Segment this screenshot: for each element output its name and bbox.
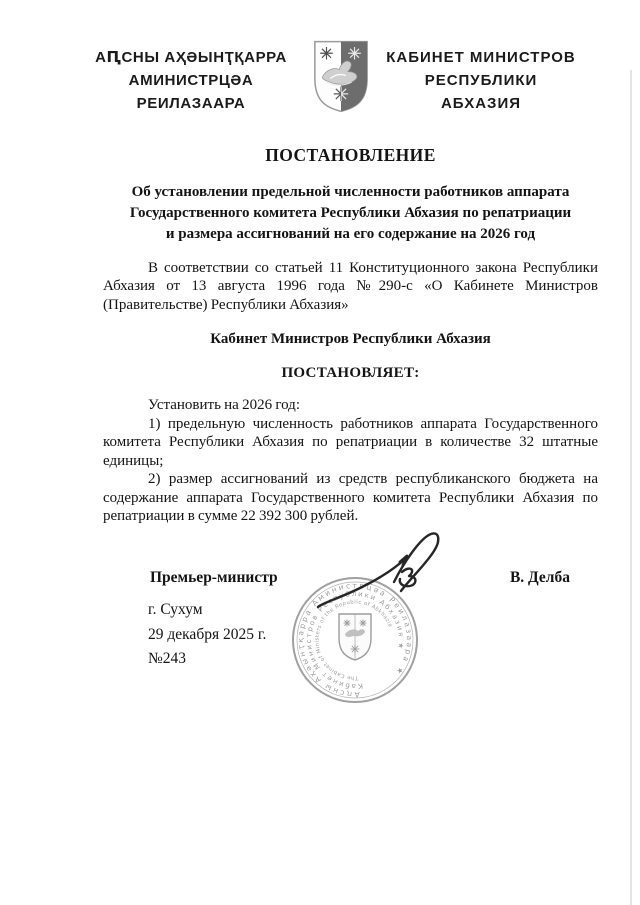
signer-name: В. Делба [509,568,570,586]
letterhead-abkhaz-line1: АԤСНЫ АҲӘЫНҬҚАРРА [95,49,287,66]
items-intro: Установить на 2026 год: [148,397,300,413]
issuer-line: Кабинет Министров Республики Абхазия [210,331,491,347]
handwritten-signature [298,524,458,619]
subject-line-2: Государственного комитета Республики Абхазия по репатриации [129,204,572,221]
document-subject [103,182,598,245]
subject-line-1: Об установлении предельной численности работников аппарата [131,183,570,200]
letterhead-abkhaz-line2: АМИНИСТРЦӘА РЕИЛАЗААРА [128,72,254,112]
item-1: 1) предельную численность работников аппарата Государственного комитета Республики Абхазия по репатриации в количестве 32 штатные единицы; [103,415,598,469]
coat-of-arms-icon [311,37,371,115]
letterhead [85,37,577,115]
stamp-center-emblem [339,614,371,660]
stamp-ring-outer-text: Аԥсны Аҳәынҭқарра Аминистрцәа Реилазаара ★ [295,580,415,700]
signer-post: Премьер-министр [150,568,278,586]
letterhead-russian-line2: РЕСПУБЛИКИ АБХАЗИЯ [424,72,538,112]
footer-date: 29 декабря 2025 г. [148,625,267,643]
letterhead-russian [385,46,577,115]
footer-number: №243 [148,650,187,667]
stamp-ring-middle-text: Кабинет Министров Республики Абхазия ★ [304,589,406,691]
stamp-ring-inner-text: The Cabinet of Ministers of the Republic of Abkhazia [314,599,394,681]
item-2: 2) размер ассигнований из средств республиканского бюджета на содержание аппарата Государственного комитета Республики Абхазия по репатриации в сумме 22 392 300 рублей. [103,471,598,524]
footer-place: г. Сухум [148,601,203,618]
subject-line-3: и размера ассигнований на его содержание на 2026 год [165,225,536,242]
resolves-line: ПОСТАНОВЛЯЕТ: [281,364,420,381]
letterhead-russian-line1: КАБИНЕТ МИНИСТРОВ [386,49,576,66]
scan-edge-artifact [630,70,632,905]
document-title: ПОСТАНОВЛЕНИЕ [265,145,436,165]
preamble-paragraph: В соответствии со статьей 11 Конституционного закона Республики Абхазия от 13 августа 1996 года №290-с «О Кабинете Министров (Правительстве) Республики Абхазия» [103,259,598,313]
letterhead-abkhaz [85,46,297,115]
